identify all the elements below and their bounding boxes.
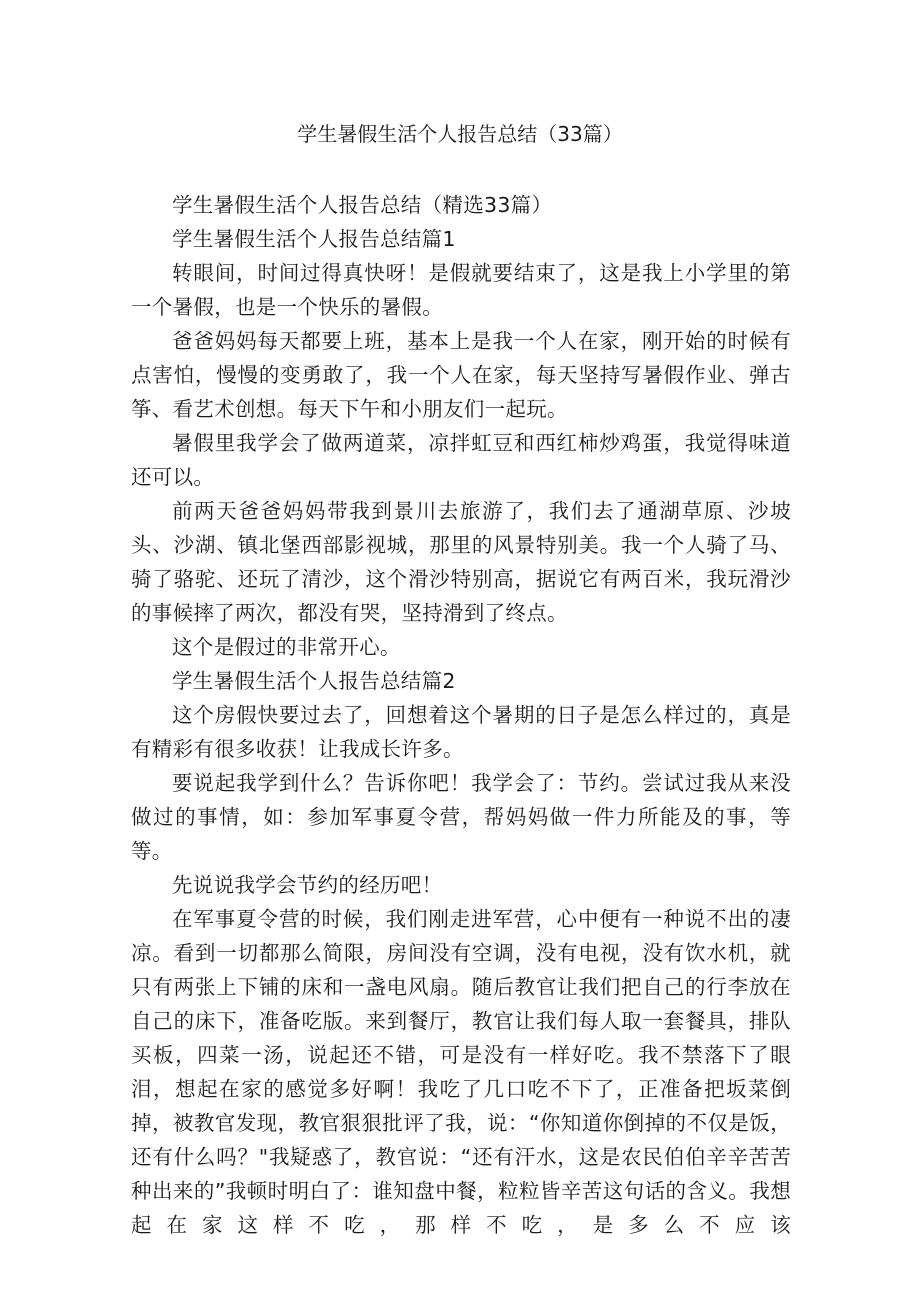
body-paragraph: 转眼间，时间过得真快呀！是假就要结束了，这是我上小学里的第一个暑假，也是一个快乐的暑假。 — [131, 261, 791, 319]
body-paragraph: 这个房假快要过去了，回想着这个暑期的日子是怎么样过的，真是有精彩有很多收获！让我成长许多。 — [131, 703, 791, 761]
body-paragraph: 要说起我学到什么？告诉你吧！我学会了：节约。尝试过我从来没做过的事情，如：参加军事夏令营，帮妈妈做一件力所能及的事，等等。 — [131, 771, 791, 863]
body-paragraph: 暑假里我学会了做两道菜，凉拌虹豆和西红柿炒鸡蛋，我觉得味道还可以。 — [131, 431, 791, 489]
document-body — [131, 188, 791, 1242]
body-paragraph: 在军事夏令营的时候，我们刚走进军营，心中便有一种说不出的凄凉。看到一切都那么简限，房间没有空调，没有电视，没有饮水机，就只有两张上下铺的床和一盏电风扇。随后教官让我们把自己的行李放在自己的床下，准备吃版。来到餐厅，教官让我们每人取一套餐具，排队买板，四菜一汤，说起还不错，可是没有一样好吃。我不禁落下了眼泪，想起在家的感觉多好啊！我吃了几口吃不下了，正准备把坂菜倒掉，被教官发现，教官狠狠批评了我，说：“你知道你倒掉的不仅是饭，还有什么吗？"我疑惑了，教官说：“还有汗水，这是农民伯伯辛辛苦苦种出来的”我顿时明白了：谁知盘中餐，粒粒皆辛苦这句话的含义。我想起在家这样不吃，那样不吃，是多么不应该 — [131, 907, 791, 1237]
body-paragraph: 这个是假过的非常开心。 — [172, 635, 401, 659]
body-paragraph: 爸爸妈妈每天都要上班，基本上是我一个人在家，刚开始的时候有点害怕，慢慢的变勇敢了，我一个人在家，每天坚持写暑假作业、弹古筝、看艺术创想。每天下午和小朋友们一起玩。 — [131, 329, 791, 421]
body-paragraph: 前两天爸爸妈妈带我到景川去旅游了，我们去了通湖草原、沙坡头、沙湖、镇北堡西部影视城，那里的风景特别美。我一个人骑了马、骑了骆驼、还玩了清沙，这个滑沙特别高，据说它有两百米，我玩滑沙的事候摔了两次，都没有哭，坚持滑到了终点。 — [131, 499, 791, 625]
section-heading-1: 学生暑假生活个人报告总结篇1 — [172, 227, 456, 251]
document-title: 学生暑假生活个人报告总结（33篇） — [297, 122, 623, 146]
subtitle-paragraph: 学生暑假生活个人报告总结（精选33篇） — [172, 193, 553, 217]
section-heading-2: 学生暑假生活个人报告总结篇2 — [172, 669, 456, 693]
body-paragraph: 先说说我学会节约的经历吧！ — [172, 873, 443, 897]
